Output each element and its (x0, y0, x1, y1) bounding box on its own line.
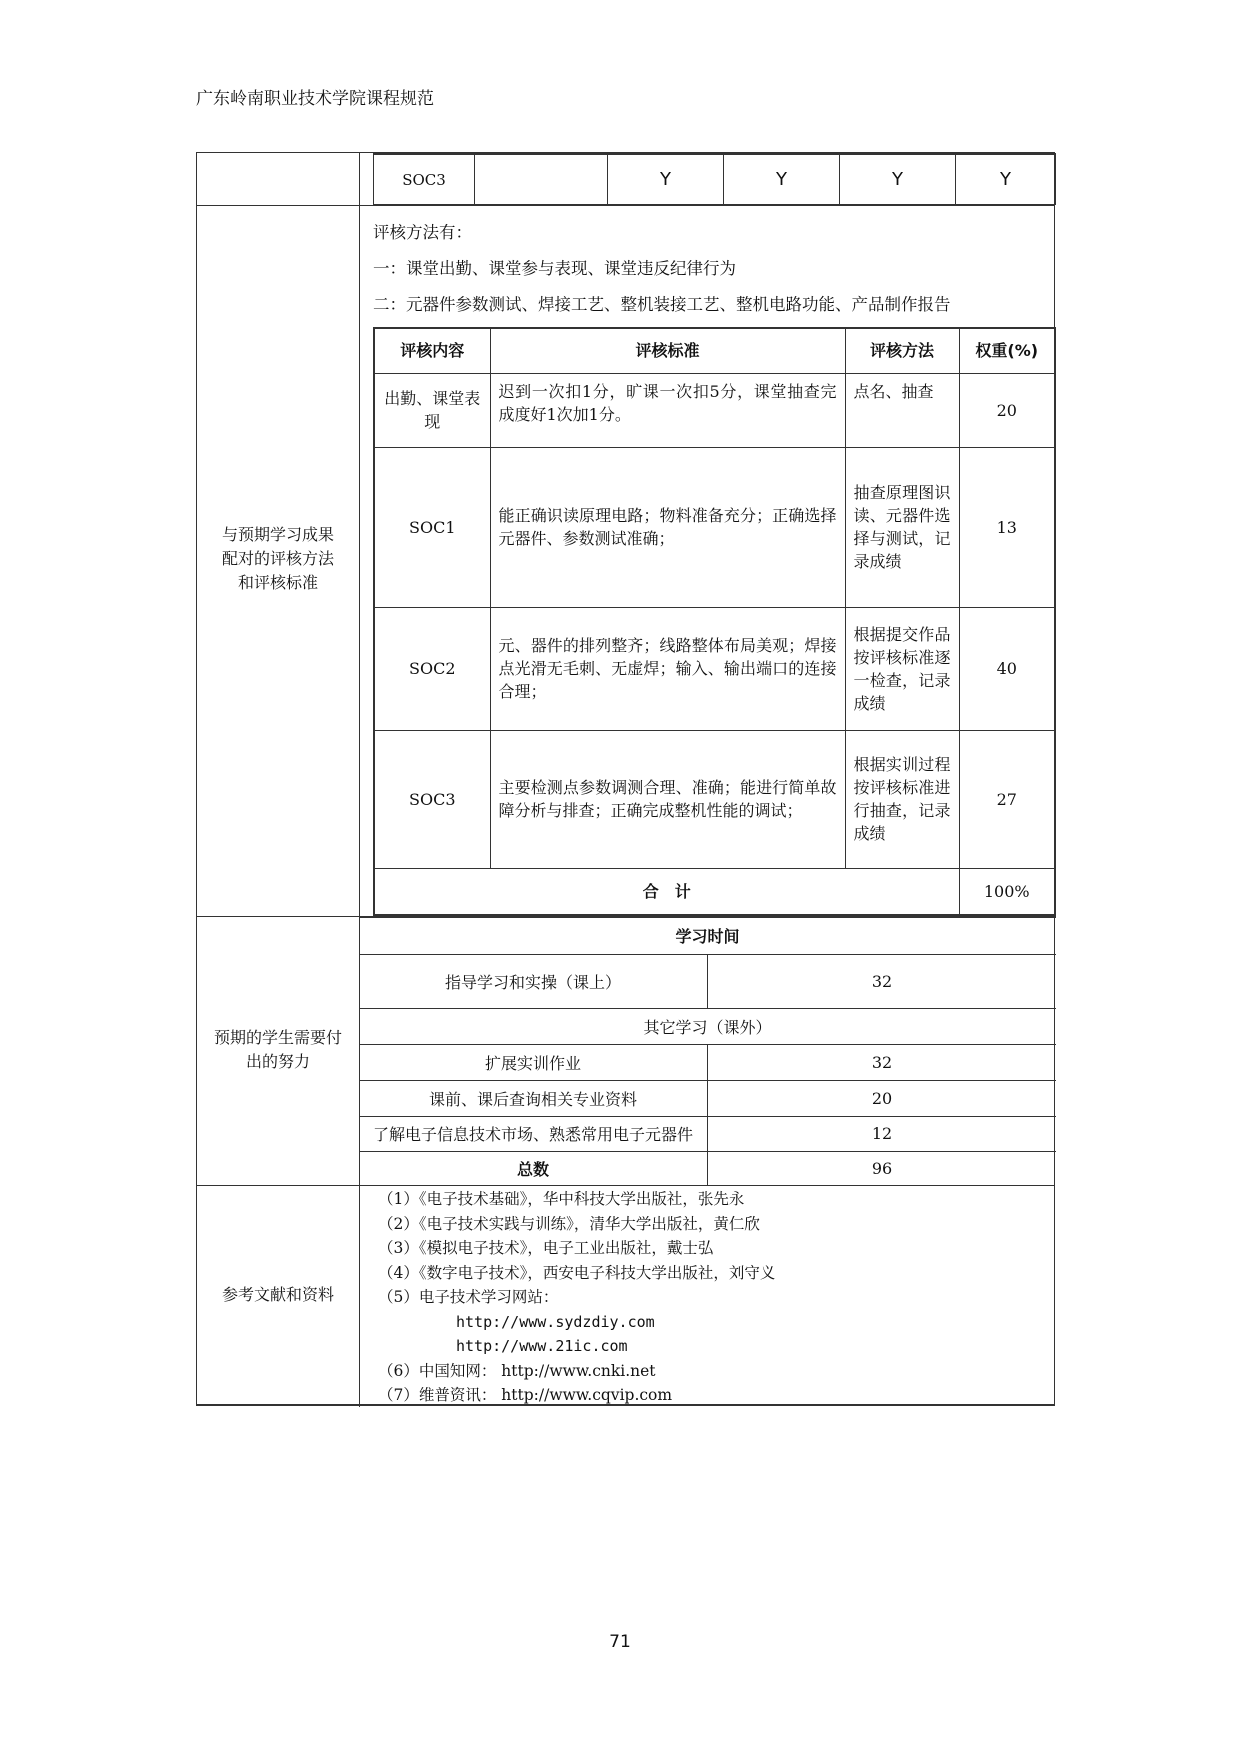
effort-value: 20 (708, 1080, 1057, 1116)
total-label: 合 计 (642, 881, 691, 901)
reference-item: （4）《数字电子技术》，西安电子科技大学出版社，刘守义 (378, 1263, 776, 1282)
cell-content: SOC1 (374, 447, 490, 607)
cell-weight: 40 (959, 607, 1055, 730)
header-weight: 权重(%) (975, 341, 1039, 361)
effort-value: 12 (708, 1116, 1057, 1151)
effort-other-title: 其它学习（课外） (359, 1008, 1056, 1044)
total-value: 100% (959, 868, 1055, 915)
references-list (378, 1187, 775, 1408)
table-row (374, 447, 1055, 607)
intro-line: 二：元器件参数测试、焊接工艺、整机装接工艺、整机电路功能、产品制作报告 (373, 295, 951, 314)
references-section-label: 参考文献和资料 (221, 1285, 334, 1304)
cell-standard: 元、器件的排列整齐；线路整体布局美观；焊接点光滑无毛刺、无虚焊；输入、输出端口的连接合理； (490, 607, 845, 730)
cell-method: 抽查原理图识读、元器件选择与测试，记录成绩 (845, 447, 959, 607)
outcome-cell: Y (956, 154, 1056, 205)
cell-content: SOC3 (374, 730, 490, 868)
outcome-cell: Y (840, 154, 956, 205)
effort-label: 指导学习和实操（课上） (359, 954, 708, 1008)
header-content: 评核内容 (400, 341, 465, 361)
assessment-intro (373, 215, 951, 323)
assessment-table (373, 327, 1056, 916)
outcome-cell: Y (608, 154, 724, 205)
effort-total-value: 96 (708, 1151, 1057, 1186)
table-row (374, 373, 1055, 447)
page-number: 71 (609, 1632, 631, 1652)
intro-line: 评核方法有： (373, 223, 472, 242)
cell-standard: 迟到一次扣1分，旷课一次扣5分，课堂抽查完成度好1次加1分。 (490, 373, 845, 447)
reference-item: （1）《电子技术基础》，华中科技大学出版社，张先永 (378, 1190, 745, 1208)
reference-item: （2）《电子技术实践与训练》，清华大学出版社，黄仁欣 (378, 1214, 760, 1233)
effort-label: 了解电子信息技术市场、熟悉常用电子元器件 (359, 1116, 708, 1151)
reference-item: （7）维普资讯： http://www.cqvip.com (378, 1386, 673, 1404)
outcome-cell: Y (724, 154, 840, 205)
cell-method: 根据提交作品按评核标准逐一检查，记录成绩 (845, 607, 959, 730)
column-divider (359, 153, 360, 1407)
header-method: 评核方法 (869, 341, 934, 361)
cell-method: 根据实训过程按评核标准进行抽查，记录成绩 (845, 730, 959, 868)
outcome-label: SOC3 (374, 154, 475, 205)
effort-label: 课前、课后查询相关专业资料 (359, 1080, 708, 1116)
effort-title: 学习时间 (675, 927, 740, 947)
reference-item: （5）电子技术学习网站： (378, 1288, 559, 1306)
outcome-row-soc3 (373, 153, 1056, 205)
table-row (374, 607, 1055, 730)
row-divider (197, 205, 1054, 206)
intro-line: 一：课堂出勤、课堂参与表现、课堂违反纪律行为 (373, 259, 736, 278)
cell-weight: 13 (959, 447, 1055, 607)
cell-standard: 主要检测点参数调测合理、准确；能进行简单故障分析与排查；正确完成整机性能的调试； (490, 730, 845, 868)
outcome-cell (475, 154, 608, 205)
reference-item: （6）中国知网： http://www.cnki.net (378, 1361, 656, 1380)
effort-section-label: 预期的学生需要付出的努力 (213, 1028, 342, 1071)
reference-link[interactable]: http://www.21ic.com (456, 1337, 628, 1355)
effort-table (359, 916, 1056, 1186)
header-standard: 评核标准 (635, 341, 700, 361)
cell-standard: 能正确识读原理电路；物料准备充分；正确选择元器件、参数测试准确； (490, 447, 845, 607)
cell-content: 出勤、课堂表现 (374, 373, 490, 447)
table-row (374, 730, 1055, 868)
cell-weight: 27 (959, 730, 1055, 868)
effort-value: 32 (708, 1044, 1057, 1080)
effort-label: 扩展实训作业 (359, 1044, 708, 1080)
reference-link[interactable]: http://www.sydzdiy.com (456, 1312, 655, 1331)
reference-item: （3）《模拟电子技术》，电子工业出版社，戴士弘 (378, 1239, 714, 1257)
page-header: 广东岭南职业技术学院课程规范 (196, 89, 434, 109)
cell-weight: 20 (959, 373, 1055, 447)
assessment-section-label: 与预期学习成果配对的评核方法和评核标准 (221, 525, 334, 592)
cell-content: SOC2 (374, 607, 490, 730)
total-row (374, 868, 1055, 915)
cell-method: 点名、抽查 (845, 373, 959, 447)
effort-value: 32 (708, 954, 1057, 1008)
effort-total-label: 总数 (516, 1160, 549, 1180)
